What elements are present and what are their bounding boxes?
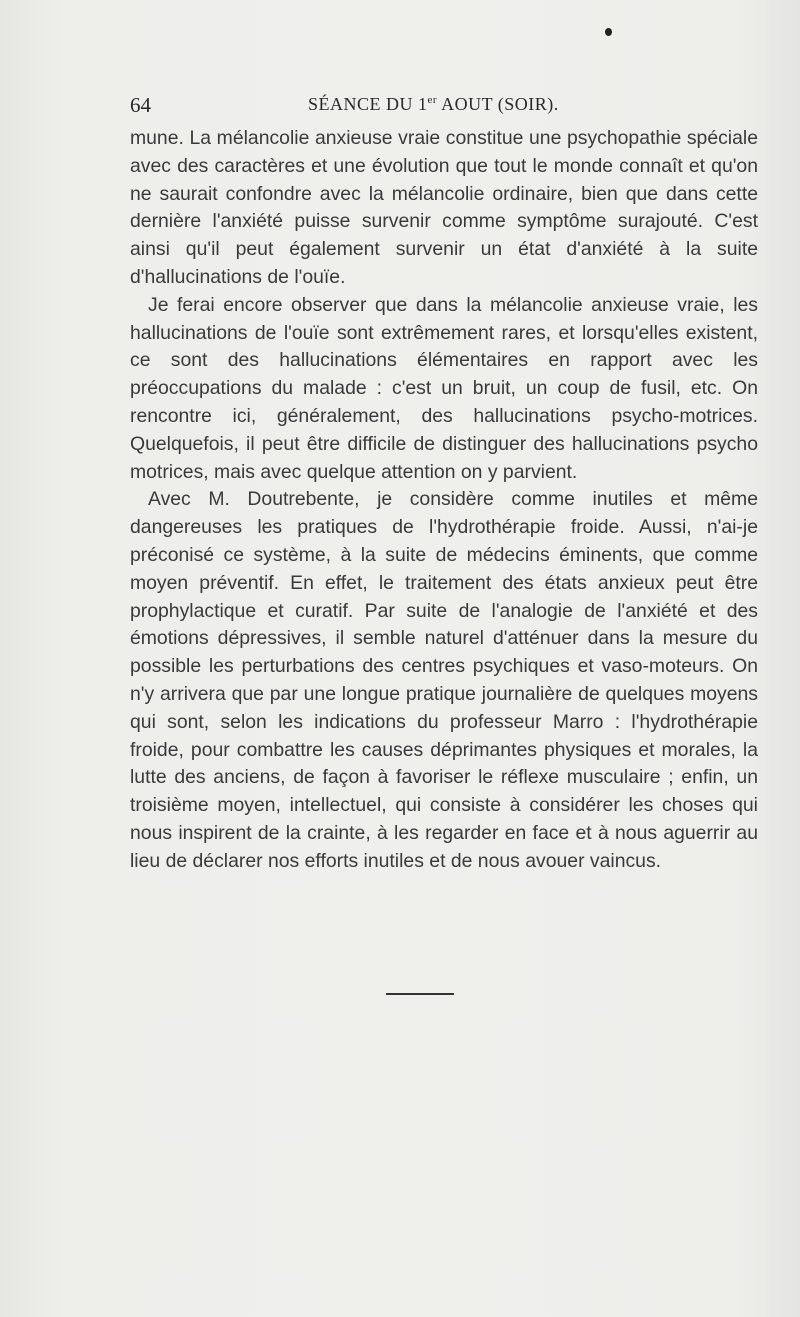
paragraph-2: Je ferai encore observer que dans la mélancolie anxieuse vraie, les hallucinations de l'ouïe sont extrêmement rares, et lorsqu'elles existent, ce sont des hallucinations élémentaires en rapport avec les préoccupations du malade : c'est un bruit, un coup de fusil, etc. On rencontre ici, généralement, des hallucinations psycho-motrices. Quelquefois, il peut être difficile de distinguer des hallucinations psycho motrices, mais avec quelque attention on y parvient. <box>130 293 758 483</box>
ink-speck <box>605 28 612 36</box>
page-number: 64 <box>130 93 151 117</box>
running-title-part2: AOUT (SOIR). <box>437 94 559 114</box>
paragraph-1: mune. La mélancolie anxieuse vraie constitue une psychopathie spéciale avec des caractères et une évolution que tout le monde connaît et qu'on ne saurait confondre avec la mélancolie ordinaire, bien que dans cette dernière l'anxiété puisse survenir comme symptôme surajouté. C'est ainsi qu'il peut également survenir un état d'anxiété à la suite d'hallucinations de l'ouïe. <box>130 127 758 288</box>
page-header <box>130 93 758 123</box>
running-title-superscript: er <box>427 94 438 106</box>
running-title-part1: SÉANCE DU 1 <box>308 94 428 114</box>
paragraph-3: Avec M. Doutrebente, je considère comme inutiles et même dangereuses les pratiques de l'hydrothérapie froide. Aussi, n'ai-je préconisé ce système, à la suite de médecins éminents, que comme moyen préventif. En effet, le traitement des états anxieux peut être prophylactique et curatif. Par suite de l'analogie de l'anxiété et des émotions dépressives, il semble naturel d'atténuer dans la mesure du possible les perturbations des centres psychiques et vaso-moteurs. On n'y arrivera que par une longue pratique journalière de quelques moyens qui sont, selon les indications du professeur Marro : l'hydrothérapie froide, pour combattre les causes déprimantes physiques et morales, la lutte des anciens, de façon à favoriser le réflexe musculaire ; enfin, un troisième moyen, intellectuel, qui consiste à considérer les choses qui nous inspirent de la crainte, à les regarder en face et à nous aguerrir au lieu de déclarer nos efforts inutiles et de nous avouer vaincus. <box>130 488 758 872</box>
running-title <box>308 94 559 115</box>
section-end-rule <box>386 993 454 995</box>
body-text <box>130 125 758 876</box>
